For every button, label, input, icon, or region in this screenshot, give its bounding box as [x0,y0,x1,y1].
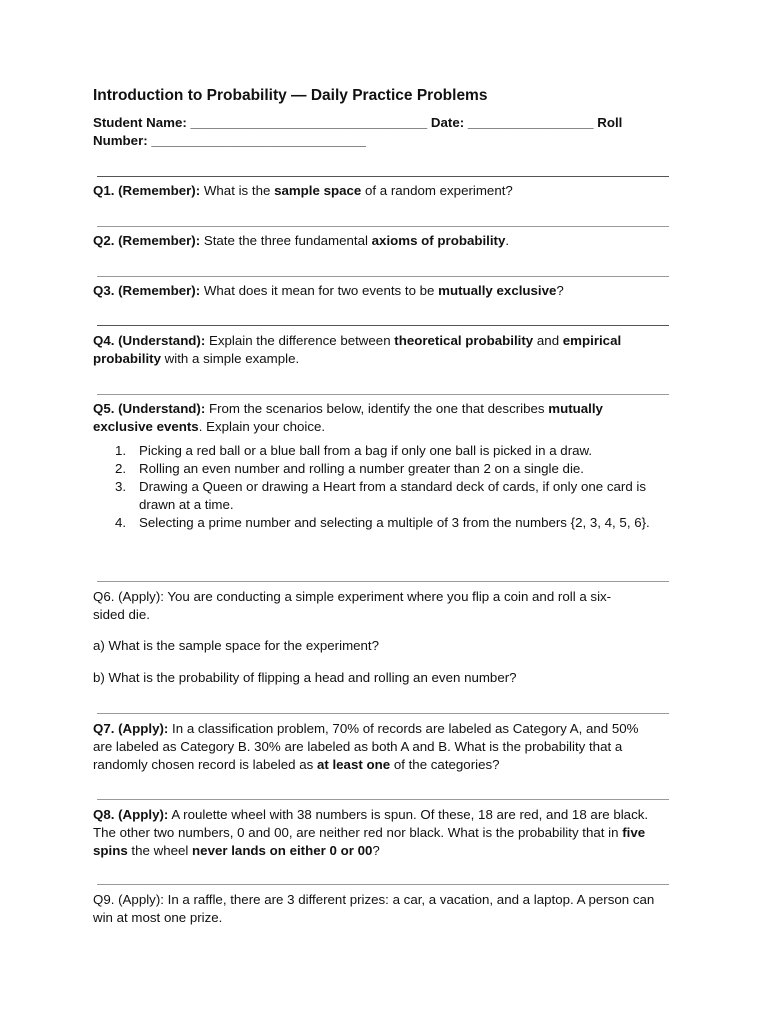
divider [97,176,669,177]
key-term: at least one [316,757,391,772]
item-text: Rolling an even number and rolling a number greater than 2 on a single die. [139,461,584,476]
question-label: Q1. (Remember): [93,183,201,198]
question-label: Q4. (Understand): [93,333,206,348]
question-label: Q5. (Understand): [93,401,206,416]
item-text: Picking a red ball or a blue ball from a bag if only one ball is picked in a draw. [139,443,593,458]
student-name-blank: ________________________________ [190,115,428,130]
list-item [93,460,653,478]
sub-question-a: a) What is the sample space for the experiment? [93,638,380,653]
item-number: 2. [115,461,127,476]
question-label: Q2. (Remember): [93,233,201,248]
date-label: Date: [430,115,465,130]
question-text: What is the [200,183,275,198]
question-text: . [505,233,510,248]
question-label: Q3. (Remember): [93,283,201,298]
key-term: sample space [274,183,362,198]
item-number: 4. [115,515,127,530]
key-term: axioms of probability [371,233,506,248]
question-text: From the scenarios below, identify the one that describes [205,401,549,416]
divider [97,276,669,277]
list-item [93,478,653,514]
key-term: theoretical probability [394,333,534,348]
question-2 [93,232,653,250]
question-1 [93,182,653,200]
question-text: Explain the difference between [205,333,395,348]
question-text: ? [556,283,564,298]
question-text: and [533,333,563,348]
roll-number-label: Roll Number: [93,115,623,148]
list-item [93,442,653,460]
question-text: ? [372,843,380,858]
divider [97,799,669,800]
question-text: State the three fundamental [200,233,372,248]
item-text: Selecting a prime number and selecting a multiple of 3 from the numbers {2, 3, 4, 5, 6}. [139,515,650,530]
divider [97,884,669,885]
question-5 [93,400,653,532]
student-info [93,114,653,150]
question-3 [93,282,653,300]
item-text: Drawing a Queen or drawing a Heart from a standard deck of cards, if only one card is drawn at a time. [139,479,647,512]
divider [97,713,669,714]
question-9 [93,891,668,927]
question-text: What does it mean for two events to be [200,283,439,298]
divider [97,226,669,227]
options-list [93,442,653,532]
item-number: 3. [115,479,127,494]
question-text: In a classification problem, 70% of records are labeled as Category A, and 50% are labeled as Category B. 30% are labeled as both A and B. What is the probability that a randomly chosen record is labeled as [93,721,639,772]
list-item [93,514,653,532]
divider [97,325,669,326]
page-title: Introduction to Probability — Daily Practice Problems [93,87,488,104]
date-blank: _________________ [467,115,594,130]
divider [97,394,669,395]
key-term: empirical probability [93,333,622,366]
item-number: 1. [115,443,127,458]
key-term: mutually exclusive events [93,401,603,434]
roll-number-blank: _____________________________ [151,133,366,148]
question-text: the wheel [127,843,193,858]
question-label: Q7. (Apply): [93,721,169,736]
sub-question-b: b) What is the probability of flipping a head and rolling an even number? [93,670,517,685]
question-4 [93,332,653,368]
student-name-label: Student Name: [93,115,187,130]
question-6 [93,588,633,687]
key-term: never lands on either 0 or 00 [192,843,373,858]
question-label: Q8. (Apply): [93,807,169,822]
key-term: five spins [93,825,646,858]
divider [97,581,669,582]
question-text: of a random experiment? [361,183,513,198]
question-text: Q9. (Apply): In a raffle, there are 3 different prizes: a car, a vacation, and a laptop. A person can win at most one prize. [93,892,655,925]
key-term: mutually exclusive [438,283,557,298]
question-8 [93,806,653,860]
question-text: of the categories? [390,757,500,772]
question-7 [93,720,653,774]
question-text: with a simple example. [160,351,300,366]
question-text: Q6. (Apply): You are conducting a simple experiment where you flip a coin and roll a six-sided die. [93,589,612,622]
question-text: . Explain your choice. [198,419,326,434]
question-text: A roulette wheel with 38 numbers is spun. Of these, 18 are red, and 18 are black. The other two numbers, 0 and 00, are neither red nor black. What is the probability that in [93,807,649,840]
